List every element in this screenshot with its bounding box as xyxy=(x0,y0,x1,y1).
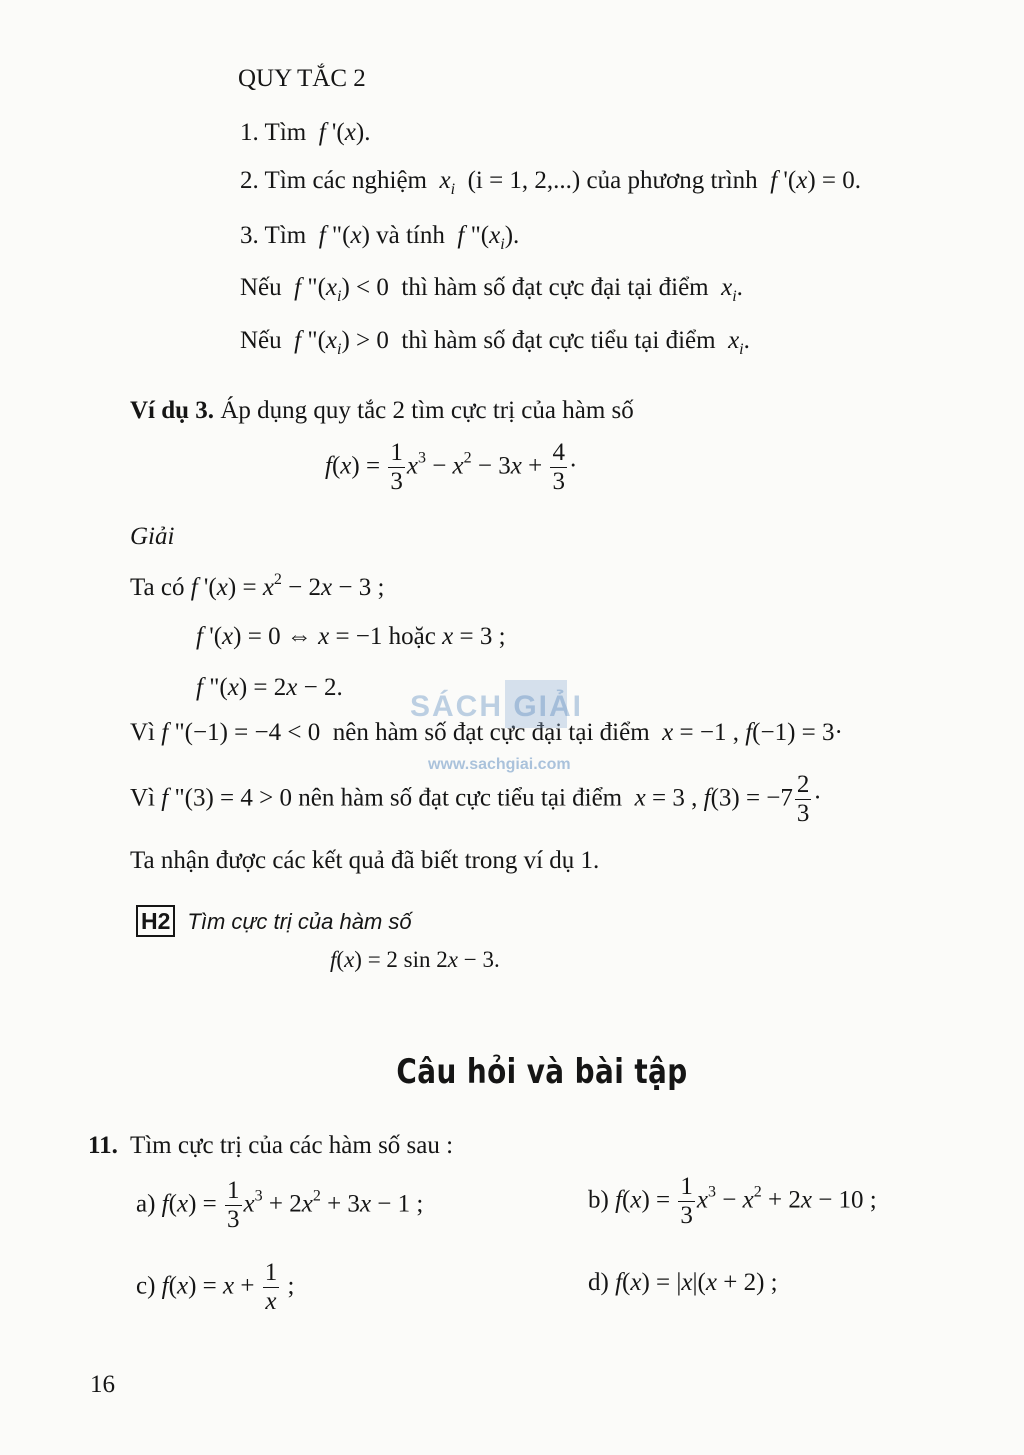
solution-derivative: Ta có f '$(x) = x^2 - 2x - 3$ ; xyxy=(130,571,385,601)
solution-roots: f '(x) = 0 ⇔ x = −1 hoặc x = 3 ; xyxy=(196,623,506,650)
rule-step-1: 1. Tìm f '(x). xyxy=(240,119,371,146)
exercise-statement: 11. Tìm cực trị của các hàm số sau : xyxy=(88,1132,454,1159)
h2-task: H2 Tìm cực trị của hàm số xyxy=(136,905,412,937)
rule-heading: QUY TẮC 2 xyxy=(238,65,366,92)
rule-condition-max: Nếu f "$(x_i) < 0$ thì hàm số đạt cực đại tại điểm $x_i$. xyxy=(240,274,743,305)
rule-step-2: 2. Tìm các nghiệm $x_i$ (i = 1, 2,...) của phương trình f '(x) = 0. xyxy=(240,167,862,198)
rule-condition-min: Nếu f "$(x_i) > 0$ thì hàm số đạt cực tiểu tại điểm $x_i$. xyxy=(240,327,750,358)
example-statement: Ví dụ 3. Áp dụng quy tắc 2 tìm cực trị của hàm số xyxy=(130,397,634,424)
exercise-part-a: a) f(x) = $\frac{1}{3}$ $x^3 + 2x^2 + 3x - 1$ ; xyxy=(136,1177,424,1234)
exercise-part-d: d) f(x) = |x|(x + 2) ; xyxy=(588,1269,778,1296)
example-function: f(x) = $\frac{1}{3}$ $x^3 - x^2 - 3x$ + $\frac{4}{3}$ · xyxy=(325,439,578,496)
page-number: 16 xyxy=(90,1371,115,1398)
exercise-part-c: c) f(x) = x + $\frac{1}{x}$ ; xyxy=(136,1259,295,1316)
rule-step-3: 3. Tìm f "(x) và tính f "$(x_i)$. xyxy=(240,222,520,253)
solution-max: Vì f "(−1) = −4 < 0 nên hàm số đạt cực đại tại điểm x = −1 , f(−1) = 3· xyxy=(130,719,843,746)
solution-min: Vì f "(3) = 4 > 0 nên hàm số đạt cực tiểu tại điểm x = 3 , f(3) = −7 $\frac{2}{3}$ · xyxy=(130,771,822,828)
h2-badge: H2 xyxy=(136,905,175,937)
solution-conclusion: Ta nhận được các kết quả đã biết trong ví dụ 1. xyxy=(130,847,600,874)
solution-heading: Giải xyxy=(130,523,175,550)
watermark-url: www.sachgiai.com xyxy=(428,756,571,773)
watermark-logo: SÁCH GIẢI xyxy=(410,690,584,723)
h2-function: f(x) = 2 sin 2x − 3. xyxy=(330,947,500,972)
exercise-part-b: b) f(x) = $\frac{1}{3}$ $x^3 - x^2 + 2x - 10$ ; xyxy=(588,1173,877,1230)
section-title: Câu hỏi và bài tập xyxy=(396,1052,688,1092)
solution-second-derivative: f "(x) = 2x − 2. xyxy=(196,674,343,701)
